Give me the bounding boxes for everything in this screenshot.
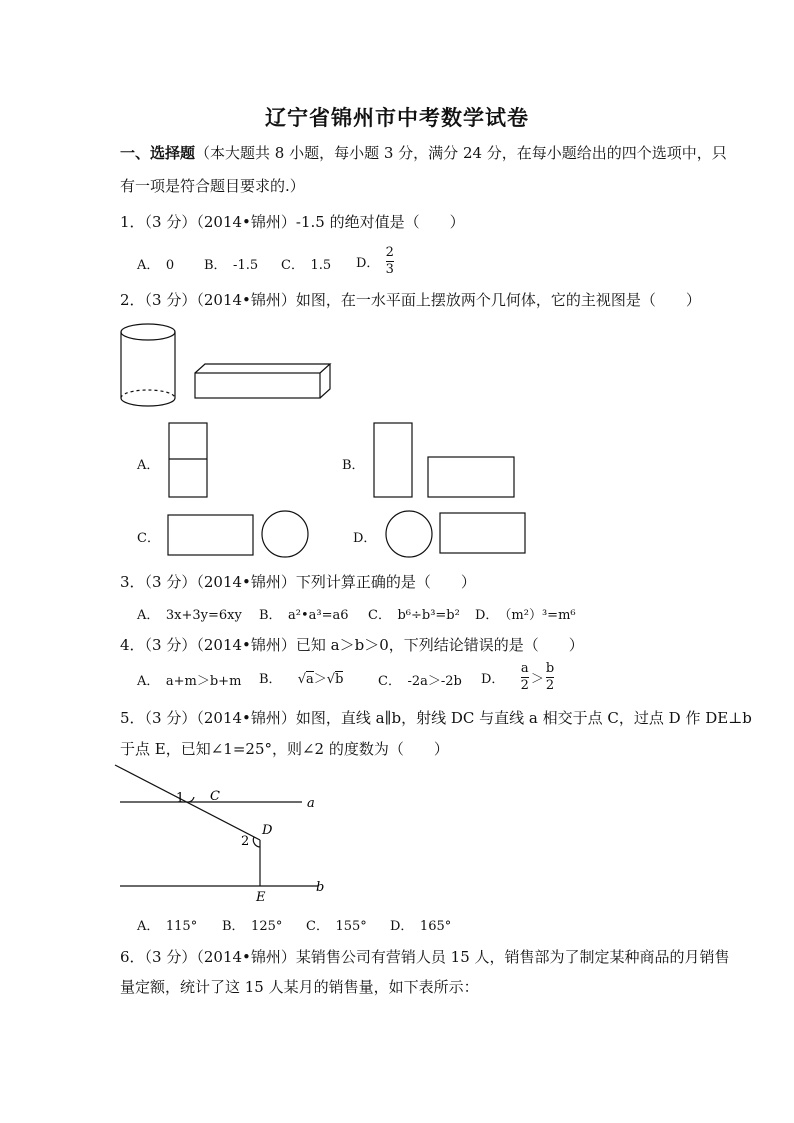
cuboid-shape xyxy=(195,364,330,398)
q1-option-a: A． 0 xyxy=(137,258,175,273)
label-c: C xyxy=(210,789,220,804)
q6-stem-line2: 量定额，统计了这 15 人某月的销售量，如下表所示： xyxy=(120,978,479,996)
q5-option-a: A． 115° xyxy=(137,919,198,934)
section-desc-2: 有一项是符合题目要求的.） xyxy=(120,177,305,195)
page-title: 辽宁省锦州市中考数学试卷 xyxy=(265,105,529,130)
q4-stem: 4．（3 分）（2014•锦州）已知 a＞b＞0，下列结论错误的是（ ） xyxy=(120,636,584,654)
q3-option-c: C． b⁶÷b³=b² xyxy=(368,608,460,623)
q2-option-b-figure xyxy=(373,422,519,500)
label-e: E xyxy=(256,890,266,905)
q5-stem-line2: 于点 E，已知∠1=25°，则∠2 的度数为（ ） xyxy=(120,740,449,758)
label-a: a xyxy=(307,796,315,811)
q2-stem: 2．（3 分）（2014•锦州）如图，在一水平面上摆放两个几何体，它的主视图是（ ） xyxy=(120,291,701,309)
q1-stem: 1．（3 分）（2014•锦州）-1.5 的绝对值是（ ） xyxy=(120,213,465,231)
q5-option-c: C． 155° xyxy=(306,919,367,934)
q3-option-d: D． （m²）³=m⁶ xyxy=(475,608,576,623)
angle-1-arc xyxy=(189,797,194,802)
q4-option-a: A． a+m＞b+m xyxy=(137,674,242,689)
q2-option-d-label: D． xyxy=(353,531,377,546)
q5-option-d: D． 165° xyxy=(390,919,452,934)
label-2: 2 xyxy=(241,834,250,849)
q2-solids-figure xyxy=(110,318,340,418)
q2-option-d-figure xyxy=(383,507,529,561)
q5-option-b: B． 125° xyxy=(222,919,283,934)
q5-geometry-figure xyxy=(110,760,340,908)
q4-option-c: C． -2a＞-2b xyxy=(378,674,462,689)
q2-option-a-figure xyxy=(168,422,210,500)
q1-fraction: $\frac{2}{3}$ xyxy=(385,245,394,277)
cylinder-shape xyxy=(121,324,175,406)
section-heading: 一、选择题 xyxy=(120,144,196,162)
section-desc-1: （本大题共 8 小题，每小题 3 分，满分 24 分，在每小题给出的四个选项中，只 xyxy=(195,144,727,162)
label-1: 1 xyxy=(176,791,185,806)
q3-stem: 3．（3 分）（2014•锦州）下列计算正确的是（ ） xyxy=(120,573,476,591)
q1-option-d: D． $\frac{2}{3}$ xyxy=(356,245,394,277)
q3-option-b: B． a²•a³=a6 xyxy=(259,608,349,623)
q2-option-c-figure xyxy=(166,507,312,561)
label-d: D xyxy=(262,823,273,838)
q5-stem-line1: 5．（3 分）（2014•锦州）如图，直线 a∥b，射线 DC 与直线 a 相交于点 C，过点 D 作 DE⊥b xyxy=(120,709,752,727)
q4-option-d: D． $\frac{a}{2}$ ＞ $\frac{b}{2}$ xyxy=(481,661,555,693)
q4-option-b: B． √a＞√b xyxy=(259,672,344,687)
q1-option-c: C． 1.5 xyxy=(281,258,332,273)
q2-option-c-label: C． xyxy=(137,531,160,546)
q2-option-a-label: A． xyxy=(137,458,160,473)
label-b: b xyxy=(316,880,325,895)
section-heading-line xyxy=(120,142,727,163)
q2-option-b-label: B． xyxy=(342,458,365,473)
q6-stem-line1: 6．（3 分）（2014•锦州）某销售公司有营销人员 15 人，销售部为了制定某种商品的月销售 xyxy=(120,948,730,966)
q3-option-a: A． 3x+3y=6xy xyxy=(137,608,242,623)
q1-option-b: B． -1.5 xyxy=(204,258,259,273)
